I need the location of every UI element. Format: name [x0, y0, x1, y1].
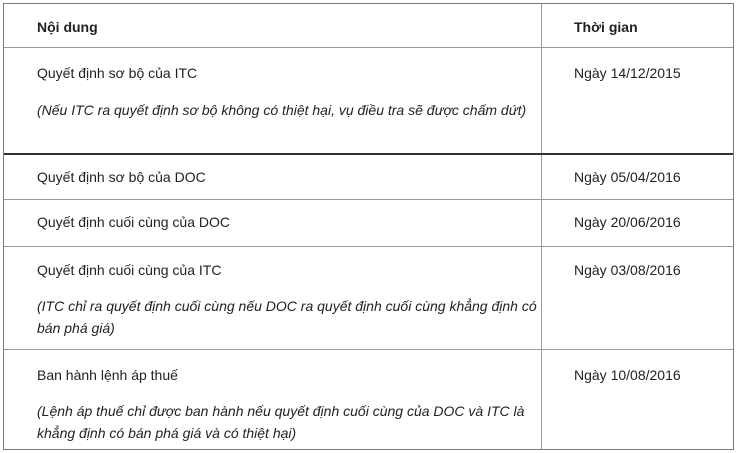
row-time: Ngày 14/12/2015: [574, 65, 681, 81]
row-note: (Nếu ITC ra quyết định sơ bộ không có thiệt hại, vụ điều tra sẽ được chấm dứt): [37, 102, 527, 118]
row-content: Ban hành lệnh áp thuế: [37, 367, 178, 383]
row-content: Quyết định sơ bộ của DOC: [37, 169, 206, 185]
header-time: Thời gian: [574, 19, 638, 35]
row-content: Quyết định cuối cùng của DOC: [37, 214, 230, 230]
row-time: Ngày 03/08/2016: [574, 262, 681, 278]
table-row: [4, 155, 733, 200]
row-content: Quyết định sơ bộ của ITC: [37, 65, 198, 81]
timeline-table: [3, 3, 734, 450]
table-row: [4, 200, 733, 247]
row-time: Ngày 10/08/2016: [574, 367, 681, 383]
row-time: Ngày 20/06/2016: [574, 214, 681, 230]
table-header-row: [4, 4, 733, 48]
row-content: Quyết định cuối cùng của ITC: [37, 262, 222, 278]
row-note: (Lệnh áp thuế chỉ được ban hành nếu quyết định cuối cùng của DOC và ITC là khẳng định có bán phá giá và có thiệt hại): [37, 403, 525, 441]
table-row: [4, 350, 733, 449]
row-time: Ngày 05/04/2016: [574, 169, 681, 185]
table-row: [4, 48, 733, 155]
row-note: (ITC chỉ ra quyết định cuối cùng nếu DOC ra quyết định cuối cùng khẳng định có bán phá giá): [37, 298, 537, 336]
table-row: [4, 247, 733, 350]
header-content: Nội dung: [37, 19, 98, 35]
